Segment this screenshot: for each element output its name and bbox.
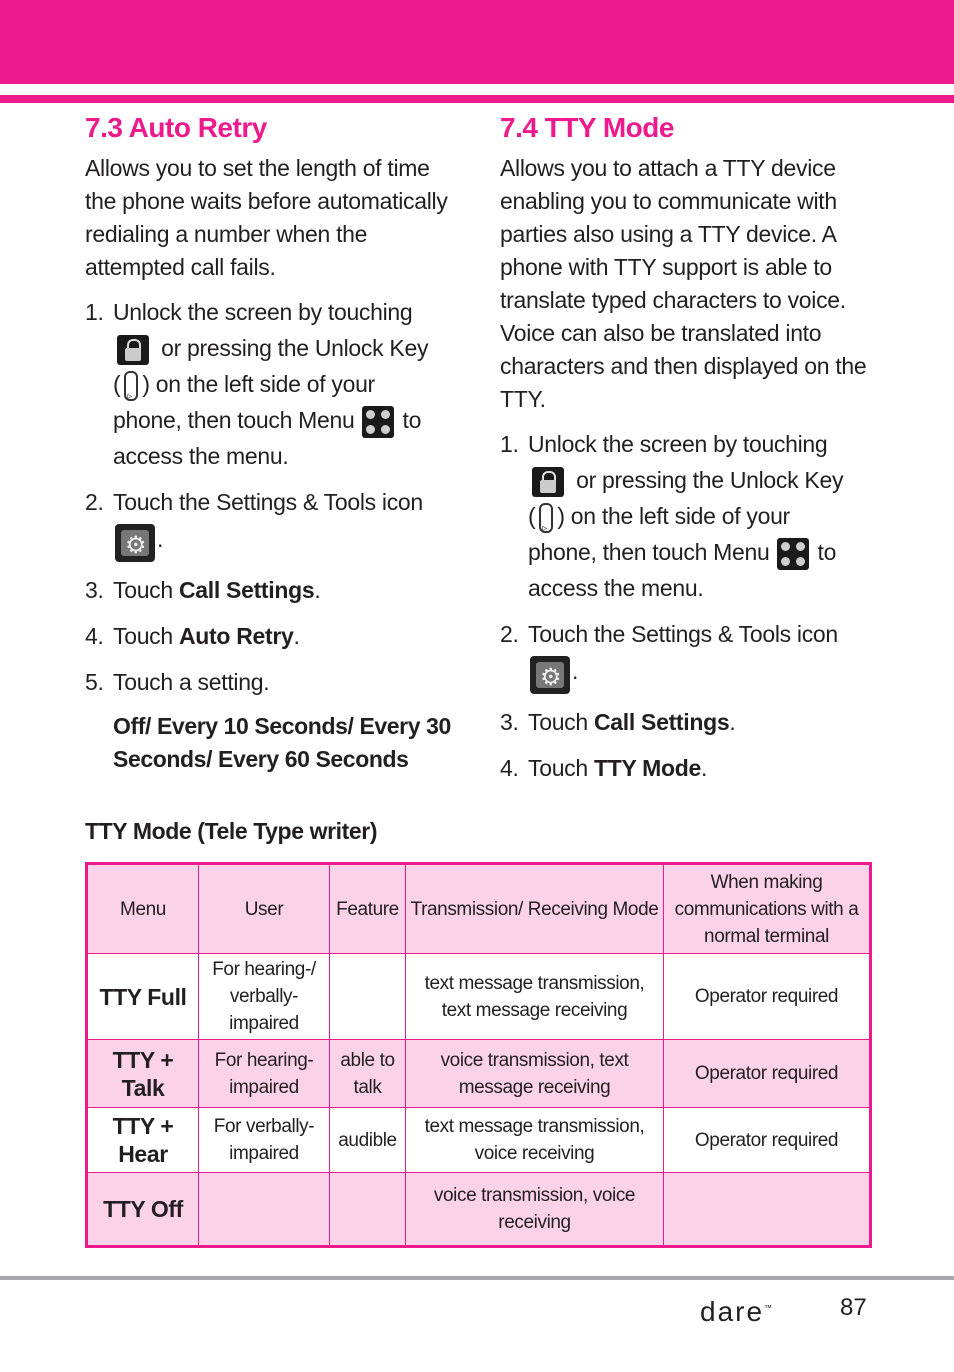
table-cell: audible [330, 1108, 406, 1173]
brand-logo: dare™ [700, 1296, 775, 1327]
step-3: 3. Touch Call Settings. [85, 577, 321, 603]
table-cell: For hearing-/ verbally-impaired [199, 954, 330, 1040]
table-cell [330, 1173, 406, 1247]
header-cell: Feature [330, 864, 406, 954]
section-heading: 7.4 TTY Mode [500, 112, 674, 143]
table-cell: text message transmission, text message receiving [406, 954, 664, 1040]
header-cell: Transmission/ Receiving Mode [406, 864, 664, 954]
table-cell: For verbally-impaired [199, 1108, 330, 1173]
table-row [87, 1040, 871, 1108]
table-cell: TTY + Hear [87, 1108, 199, 1173]
table-cell [199, 1173, 330, 1247]
table-cell: able to talk [330, 1040, 406, 1108]
settings-tools-icon [530, 656, 570, 694]
step-2: 2. Touch the Settings & Tools icon ⚙. [500, 616, 872, 694]
step-1: 1. Unlock the screen by touching or pressing the Unlock Key (▹ ) on the left side of your phone, then touch Menu to access the menu. [85, 294, 457, 474]
top-color-bar [0, 0, 954, 84]
menu-icon [777, 538, 809, 570]
section-heading: 7.3 Auto Retry [85, 112, 267, 143]
table-cell: text message transmission, voice receiving [406, 1108, 664, 1173]
step-4: 4. Touch TTY Mode. [500, 755, 708, 781]
steps-list [500, 426, 872, 786]
lock-icon [117, 335, 149, 365]
settings-tools-icon [115, 524, 155, 562]
menu-icon [362, 406, 394, 438]
table-cell: Operator required [664, 954, 871, 1040]
page-number: 87 [840, 1294, 867, 1321]
section-intro: Allows you to set the length of time the phone waits before automatically redialing a number when the attempted call fails. [85, 155, 448, 280]
table-cell [664, 1173, 871, 1247]
step-1: 1. Unlock the screen by touching or pressing the Unlock Key (▹ ) on the left side of your phone, then touch Menu to access the menu. [500, 426, 872, 606]
table-row [87, 1173, 871, 1247]
tty-mode-table [85, 862, 872, 1248]
table-row [87, 954, 871, 1040]
table-title: TTY Mode (Tele Type writer) [85, 818, 378, 844]
top-rule [0, 95, 954, 103]
table-cell: voice transmission, voice receiving [406, 1173, 664, 1247]
table-cell: TTY Full [87, 954, 199, 1040]
table-cell: voice transmission, text message receiving [406, 1040, 664, 1108]
table-header-row [87, 864, 871, 954]
section-auto-retry [85, 112, 457, 776]
setting-options: Off/ Every 10 Seconds/ Every 30 Seconds/ Every 60 Seconds [113, 713, 451, 772]
header-cell: Menu [87, 864, 199, 954]
step-5: 5. Touch a setting. [85, 669, 270, 695]
table-cell: Operator required [664, 1108, 871, 1173]
header-cell: User [199, 864, 330, 954]
table-cell [330, 954, 406, 1040]
table-row [87, 1108, 871, 1173]
table-cell: TTY + Talk [87, 1040, 199, 1108]
unlock-key-icon [124, 371, 138, 401]
section-intro: Allows you to attach a TTY device enabling you to communicate with parties also using a TTY device. A phone with TTY support is able to translate typed characters to voice. Voice can also be translated into characters and then displayed on the TTY. [500, 155, 867, 412]
header-cell: When making communications with a normal terminal [664, 864, 871, 954]
table-cell: Operator required [664, 1040, 871, 1108]
step-4: 4. Touch Auto Retry. [85, 623, 300, 649]
step-3: 3. Touch Call Settings. [500, 709, 736, 735]
step-2: 2. Touch the Settings & Tools icon ⚙. [85, 484, 457, 562]
bottom-rule [0, 1276, 954, 1280]
unlock-key-icon [539, 503, 553, 533]
section-tty-mode [500, 112, 872, 796]
steps-list [85, 294, 457, 700]
table-cell: TTY Off [87, 1173, 199, 1247]
lock-icon [532, 467, 564, 497]
table-cell: For hearing-impaired [199, 1040, 330, 1108]
